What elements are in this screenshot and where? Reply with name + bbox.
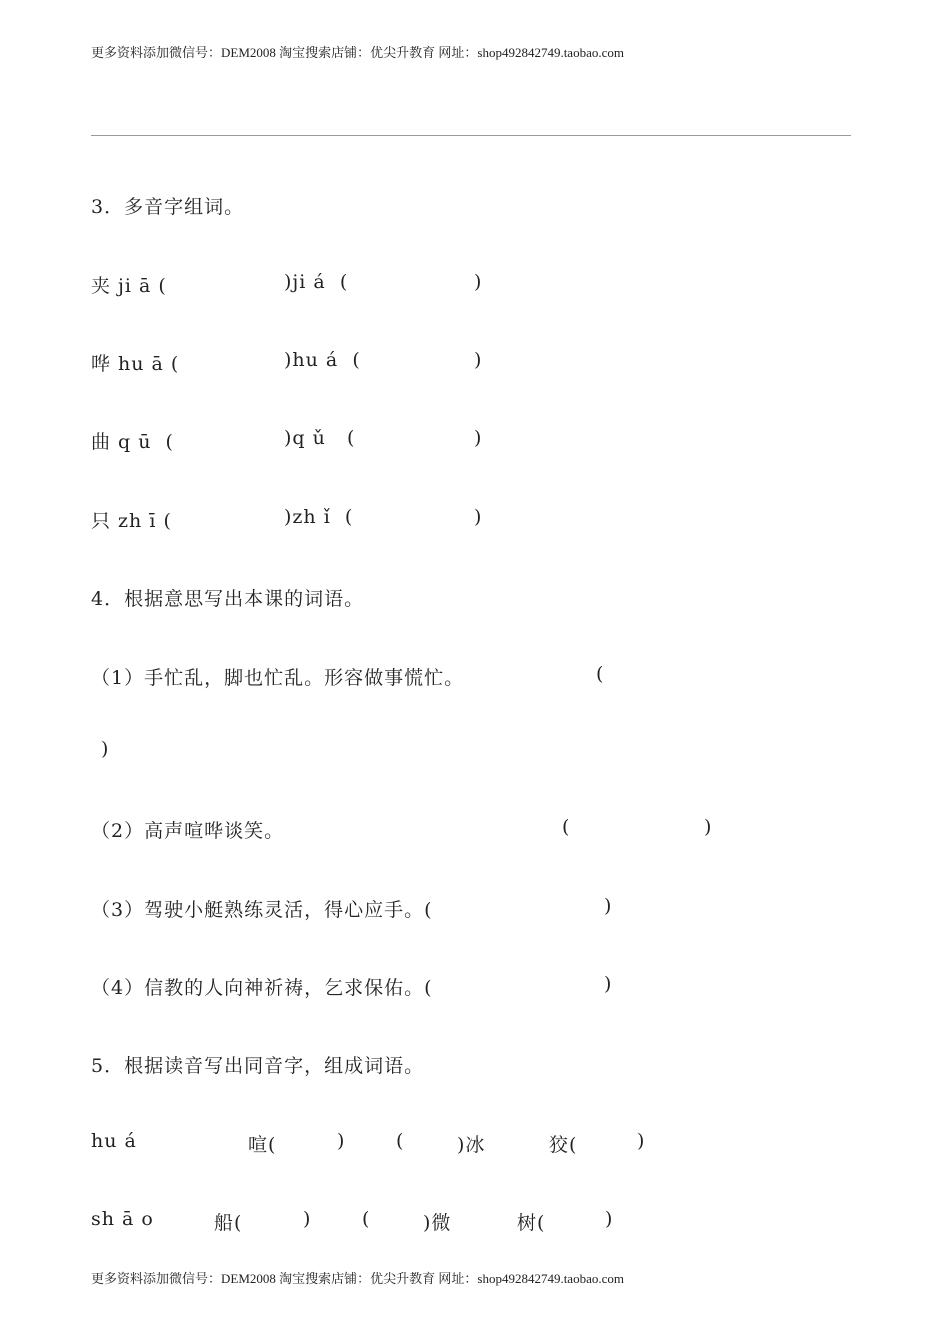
word-3-char: 树( bbox=[517, 1212, 546, 1234]
word-1-close: ) bbox=[337, 1130, 346, 1152]
page-header: 更多资料添加微信号：DEM2008 淘宝搜索店铺：优尖升教育 网址：shop492842749.taobao.com bbox=[91, 45, 624, 60]
page-footer: 更多资料添加微信号：DEM2008 淘宝搜索店铺：优尖升教育 网址：shop492842749.taobao.com bbox=[91, 1271, 624, 1286]
answer-close-paren: ) bbox=[101, 738, 110, 760]
answer-close-paren: ) bbox=[604, 895, 613, 917]
answer-close-paren: ) bbox=[474, 271, 483, 293]
word-1-char: 船( bbox=[214, 1212, 243, 1234]
word-1-close: ) bbox=[303, 1208, 312, 1230]
answer-close-paren: ) bbox=[474, 506, 483, 528]
section-5-title: 5．根据读音写出同音字，组成词语。 bbox=[91, 1055, 425, 1077]
word-3-char: 狡( bbox=[549, 1134, 578, 1156]
word-2-close-char: )冰 bbox=[457, 1134, 486, 1156]
polyphone-pinyin-2: )q ǔ ( bbox=[284, 427, 356, 449]
word-2-open: ( bbox=[362, 1208, 371, 1230]
homophone-pinyin: hu á bbox=[91, 1130, 137, 1152]
polyphone-char-pinyin-1: 曲 q ū ( bbox=[91, 431, 174, 453]
definition-text: （1）手忙乱，脚也忙乱。形容做事慌忙。 bbox=[91, 667, 465, 689]
answer-close-paren: ) bbox=[604, 973, 613, 995]
polyphone-char-pinyin-1: 夹 ji ā ( bbox=[91, 275, 167, 297]
definition-text: （2）高声喧哗谈笑。 bbox=[91, 820, 285, 842]
header-divider bbox=[91, 135, 851, 136]
polyphone-char-pinyin-1: 只 zh ī ( bbox=[91, 510, 172, 532]
word-2-open: ( bbox=[396, 1130, 405, 1152]
answer-open-paren: ( bbox=[596, 663, 605, 685]
polyphone-pinyin-2: )zh ǐ ( bbox=[284, 506, 354, 528]
polyphone-pinyin-2: )hu á ( bbox=[284, 349, 361, 371]
word-3-close: ) bbox=[637, 1130, 646, 1152]
section-3-title: 3．多音字组词。 bbox=[91, 196, 245, 218]
polyphone-pinyin-2: )ji á ( bbox=[284, 271, 349, 293]
word-2-close-char: )微 bbox=[423, 1212, 452, 1234]
definition-text: （4）信教的人向神祈祷，乞求保佑。( bbox=[91, 977, 433, 999]
word-1-char: 喧( bbox=[248, 1134, 277, 1156]
answer-open-paren: ( bbox=[562, 816, 571, 838]
answer-close-paren: ) bbox=[474, 427, 483, 449]
definition-text: （3）驾驶小艇熟练灵活，得心应手。( bbox=[91, 899, 433, 921]
answer-close-paren: ) bbox=[704, 816, 713, 838]
section-4-title: 4．根据意思写出本课的词语。 bbox=[91, 588, 365, 610]
answer-close-paren: ) bbox=[474, 349, 483, 371]
word-3-close: ) bbox=[605, 1208, 614, 1230]
polyphone-char-pinyin-1: 哗 hu ā ( bbox=[91, 353, 180, 375]
homophone-pinyin: sh ā o bbox=[91, 1208, 154, 1230]
